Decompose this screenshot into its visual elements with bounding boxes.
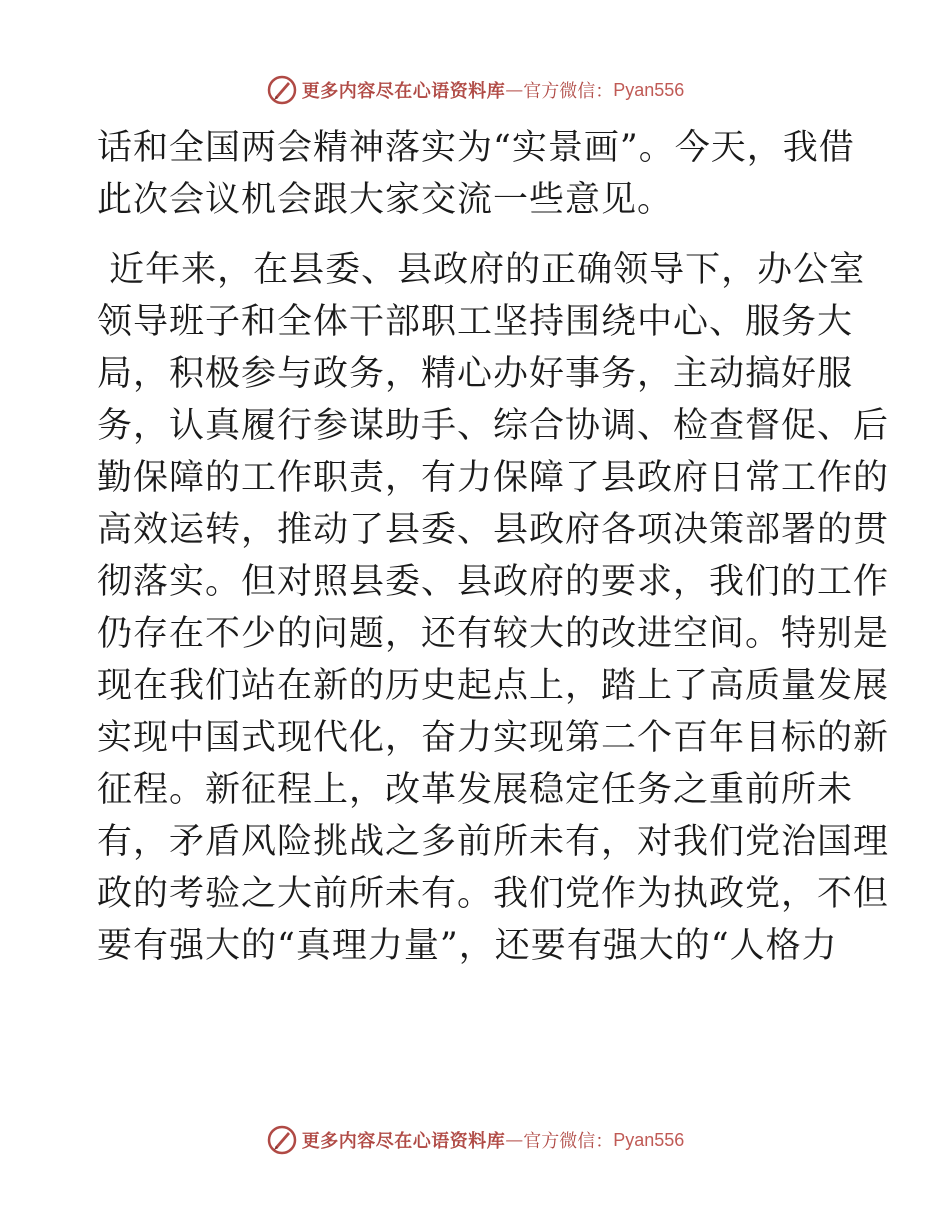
text-line: 领导班子和全体干部职工坚持围绕中心、服务大 xyxy=(97,302,854,342)
quill-pen-logo-icon xyxy=(266,1124,298,1156)
banner-dash: — xyxy=(505,79,524,101)
footer-banner xyxy=(0,1120,950,1160)
text-line: 实现中国式现代化，奋力实现第二个百年目标的新 xyxy=(97,718,890,758)
quill-pen-logo-icon xyxy=(266,74,298,106)
paragraph xyxy=(97,244,890,972)
text-line: 近年来，在县委、县政府的正确领导下，办公室 xyxy=(97,250,866,290)
text-line: 话和全国两会精神落实为“实景画”。今天，我借 xyxy=(97,128,855,168)
banner-dash: — xyxy=(505,1129,524,1151)
text-line: 彻落实。但对照县委、县政府的要求，我们的工作 xyxy=(97,562,890,602)
banner-brand-text: 更多内容尽在心语资料库 xyxy=(301,81,506,102)
header-banner xyxy=(0,70,950,110)
banner-wechat-label: 官方微信： xyxy=(523,81,614,102)
banner-brand-text: 更多内容尽在心语资料库 xyxy=(301,1131,506,1152)
text-line: 勤保障的工作职责，有力保障了县政府日常工作的 xyxy=(97,458,890,498)
text-line: 现在我们站在新的历史起点上，踏上了高质量发展 xyxy=(97,666,890,706)
text-line: 高效运转，推动了县委、县政府各项决策部署的贯 xyxy=(97,510,890,550)
document-body xyxy=(97,122,890,972)
text-line: 务，认真履行参谋助手、综合协调、检查督促、后 xyxy=(97,406,890,446)
text-line: 政的考验之大前所未有。我们党作为执政党，不但 xyxy=(97,874,890,914)
banner-wechat-label: 官方微信： xyxy=(523,1131,614,1152)
text-line: 要有强大的“真理力量”，还要有强大的“人格力 xyxy=(97,926,838,966)
banner-wechat-account: Pyan556 xyxy=(613,1129,685,1150)
text-line: 仍存在不少的问题，还有较大的改进空间。特别是 xyxy=(97,614,890,654)
paragraph xyxy=(97,122,857,226)
banner-wechat-account: Pyan556 xyxy=(613,79,685,100)
text-line: 有，矛盾风险挑战之多前所未有，对我们党治国理 xyxy=(97,822,890,862)
text-line: 征程。新征程上，改革发展稳定任务之重前所未 xyxy=(97,770,854,810)
text-line: 局，积极参与政务，精心办好事务，主动搞好服 xyxy=(97,354,854,394)
text-line: 此次会议机会跟大家交流一些意见。 xyxy=(97,180,674,220)
paragraph-gap xyxy=(97,226,857,244)
